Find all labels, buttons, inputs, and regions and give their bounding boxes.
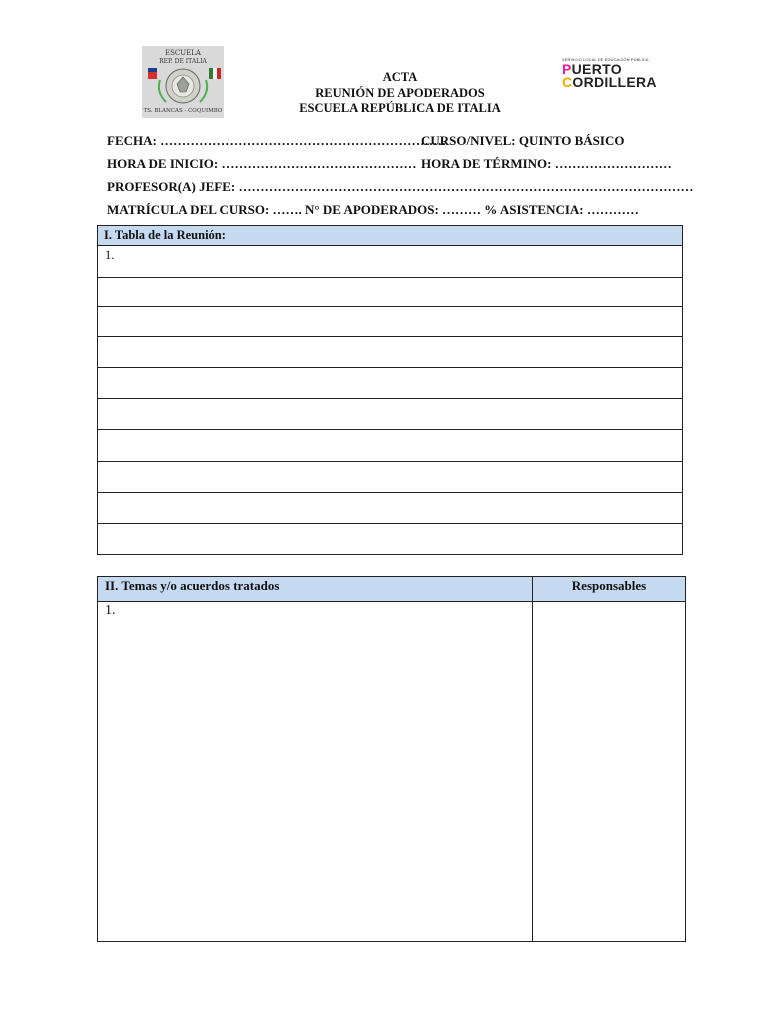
temas-acuerdos-body bbox=[98, 602, 685, 942]
seal-sub-text: REP. DE ITALIA bbox=[159, 58, 207, 65]
tabla-reunion-table bbox=[97, 225, 683, 555]
logo-word2-rest: ORDILLERA bbox=[572, 74, 657, 90]
title-line-2: REUNIÓN DE APODERADOS bbox=[315, 85, 485, 100]
temas-acuerdos-header: II. Temas y/o acuerdos tratados bbox=[98, 577, 533, 601]
field-curso-nivel: CURSO/NIVEL: QUINTO BÁSICO bbox=[421, 133, 625, 148]
table-row: 1. bbox=[98, 246, 682, 278]
seal-top-text: ESCUELA bbox=[165, 49, 201, 57]
temas-acuerdos-cell: 1. bbox=[98, 602, 533, 942]
tabla-reunion-header: I. Tabla de la Reunión: bbox=[98, 226, 682, 246]
field-matricula: MATRÍCULA DEL CURSO: ……. N° DE APODERADOS: ……… % ASISTENCIA: ………… bbox=[107, 202, 639, 217]
title-line-1: ACTA bbox=[382, 70, 418, 84]
table-row bbox=[98, 337, 682, 368]
logo-accent-c: C bbox=[562, 74, 573, 90]
table-row bbox=[98, 368, 682, 399]
table-row bbox=[98, 462, 682, 493]
field-hora-termino: HORA DE TÉRMINO: ……………………… bbox=[421, 156, 672, 171]
field-profesor-jefe: PROFESOR(A) JEFE: …………………………………………………………………………………………… bbox=[107, 179, 694, 194]
table-row bbox=[98, 430, 682, 462]
responsables-header: Responsables bbox=[571, 578, 647, 593]
table-row bbox=[98, 524, 682, 554]
logo-tiny-text: SERVICIO LOCAL DE EDUCACIÓN PÚBLICA bbox=[562, 57, 649, 62]
table-row bbox=[98, 493, 682, 524]
seal-bottom-text: TS. BLANCAS - COQUIMBO bbox=[143, 108, 223, 114]
logo-accent-p: P bbox=[562, 61, 572, 77]
title-line-3: ESCUELA REPÚBLICA DE ITALIA bbox=[299, 101, 501, 115]
temas-acuerdos-table bbox=[97, 576, 686, 942]
field-fecha: FECHA: ………………………………………………………… bbox=[107, 133, 447, 148]
table-row bbox=[98, 278, 682, 307]
table-row bbox=[98, 399, 682, 430]
responsables-cell bbox=[533, 602, 685, 942]
temas-acuerdos-header-row bbox=[98, 577, 685, 602]
document-title bbox=[200, 70, 600, 117]
table-row bbox=[98, 307, 682, 337]
logo-word1-rest: UERTO bbox=[571, 61, 622, 77]
field-hora-inicio: HORA DE INICIO: ……………………………………… bbox=[107, 156, 417, 171]
